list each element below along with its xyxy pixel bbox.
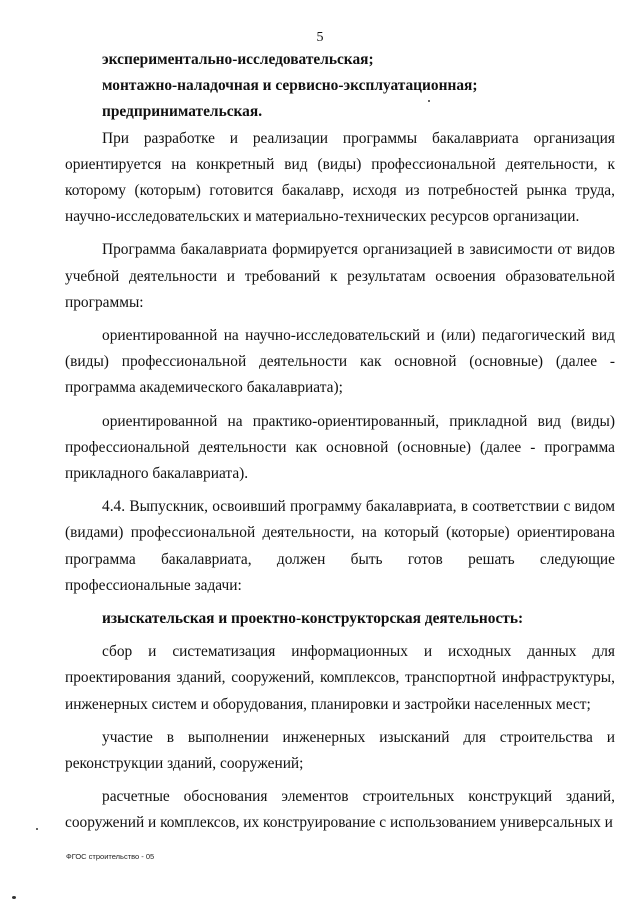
paragraph-engineering-surveys: участие в выполнении инженерных изысканий для строительства и реконструкции зданий, сооружений; — [65, 728, 615, 773]
paragraph-program-orientation: При разработке и реализации программы бакалавриата организация ориентируется на конкретный вид (виды) профессиональной деятельности, к которому (которым) готовится бакалавр, исходя из потребностей рынка труда, научно-исследовательских и материально-технических ресурсов организации. — [65, 129, 615, 226]
paragraph-academic-bachelor: ориентированной на научно-исследовательский и (или) педагогический вид (виды) профессиональной деятельности как основной (основные) (далее - программа академического бакалавриата); — [65, 327, 615, 397]
activity-type-3: предпринимательская. — [102, 103, 263, 121]
scan-speck — [428, 100, 430, 102]
paragraph-program-formation: Программа бакалавриата формируется организацией в зависимости от видов учебной деятельности и требований к результатам освоения образовательной программы: — [65, 241, 615, 311]
document-body — [65, 47, 615, 837]
scan-speck — [12, 896, 16, 899]
paragraph-graduate-tasks: 4.4. Выпускник, освоивший программу бакалавриата, в соответствии с видом (видами) профессиональной деятельности, на который (которые) ориентирована программа бакалавриата, должен быть готов решать следующие профессиональные задачи: — [65, 498, 615, 594]
paragraph-structural-calculations: расчетные обоснования элементов строительных конструкций зданий, сооружений и комплексов, их конструирование с использованием универсальных и — [65, 788, 615, 832]
scan-speck — [36, 828, 38, 830]
paragraph-data-collection: сбор и систематизация информационных и исходных данных для проектирования зданий, сооружений, комплексов, транспортной инфраструктуры, инженерных систем и оборудования, планировки и застройки населенных мест; — [65, 643, 615, 713]
activity-type-1: экспериментально-исследовательская; — [102, 51, 374, 68]
paragraph-applied-bachelor: ориентированной на практико-ориентированный, прикладной вид (виды) профессиональной деятельности как основной (основные) (далее - программа прикладного бакалавриата). — [65, 412, 615, 483]
activity-type-2: монтажно-наладочная и сервисно-эксплуатационная; — [102, 77, 478, 95]
page-footer: ФГОС строительство - 05 — [66, 852, 155, 861]
page-number: 5 — [316, 30, 324, 45]
section-heading-survey-design: изыскательская и проектно-конструкторская деятельность: — [102, 610, 524, 628]
